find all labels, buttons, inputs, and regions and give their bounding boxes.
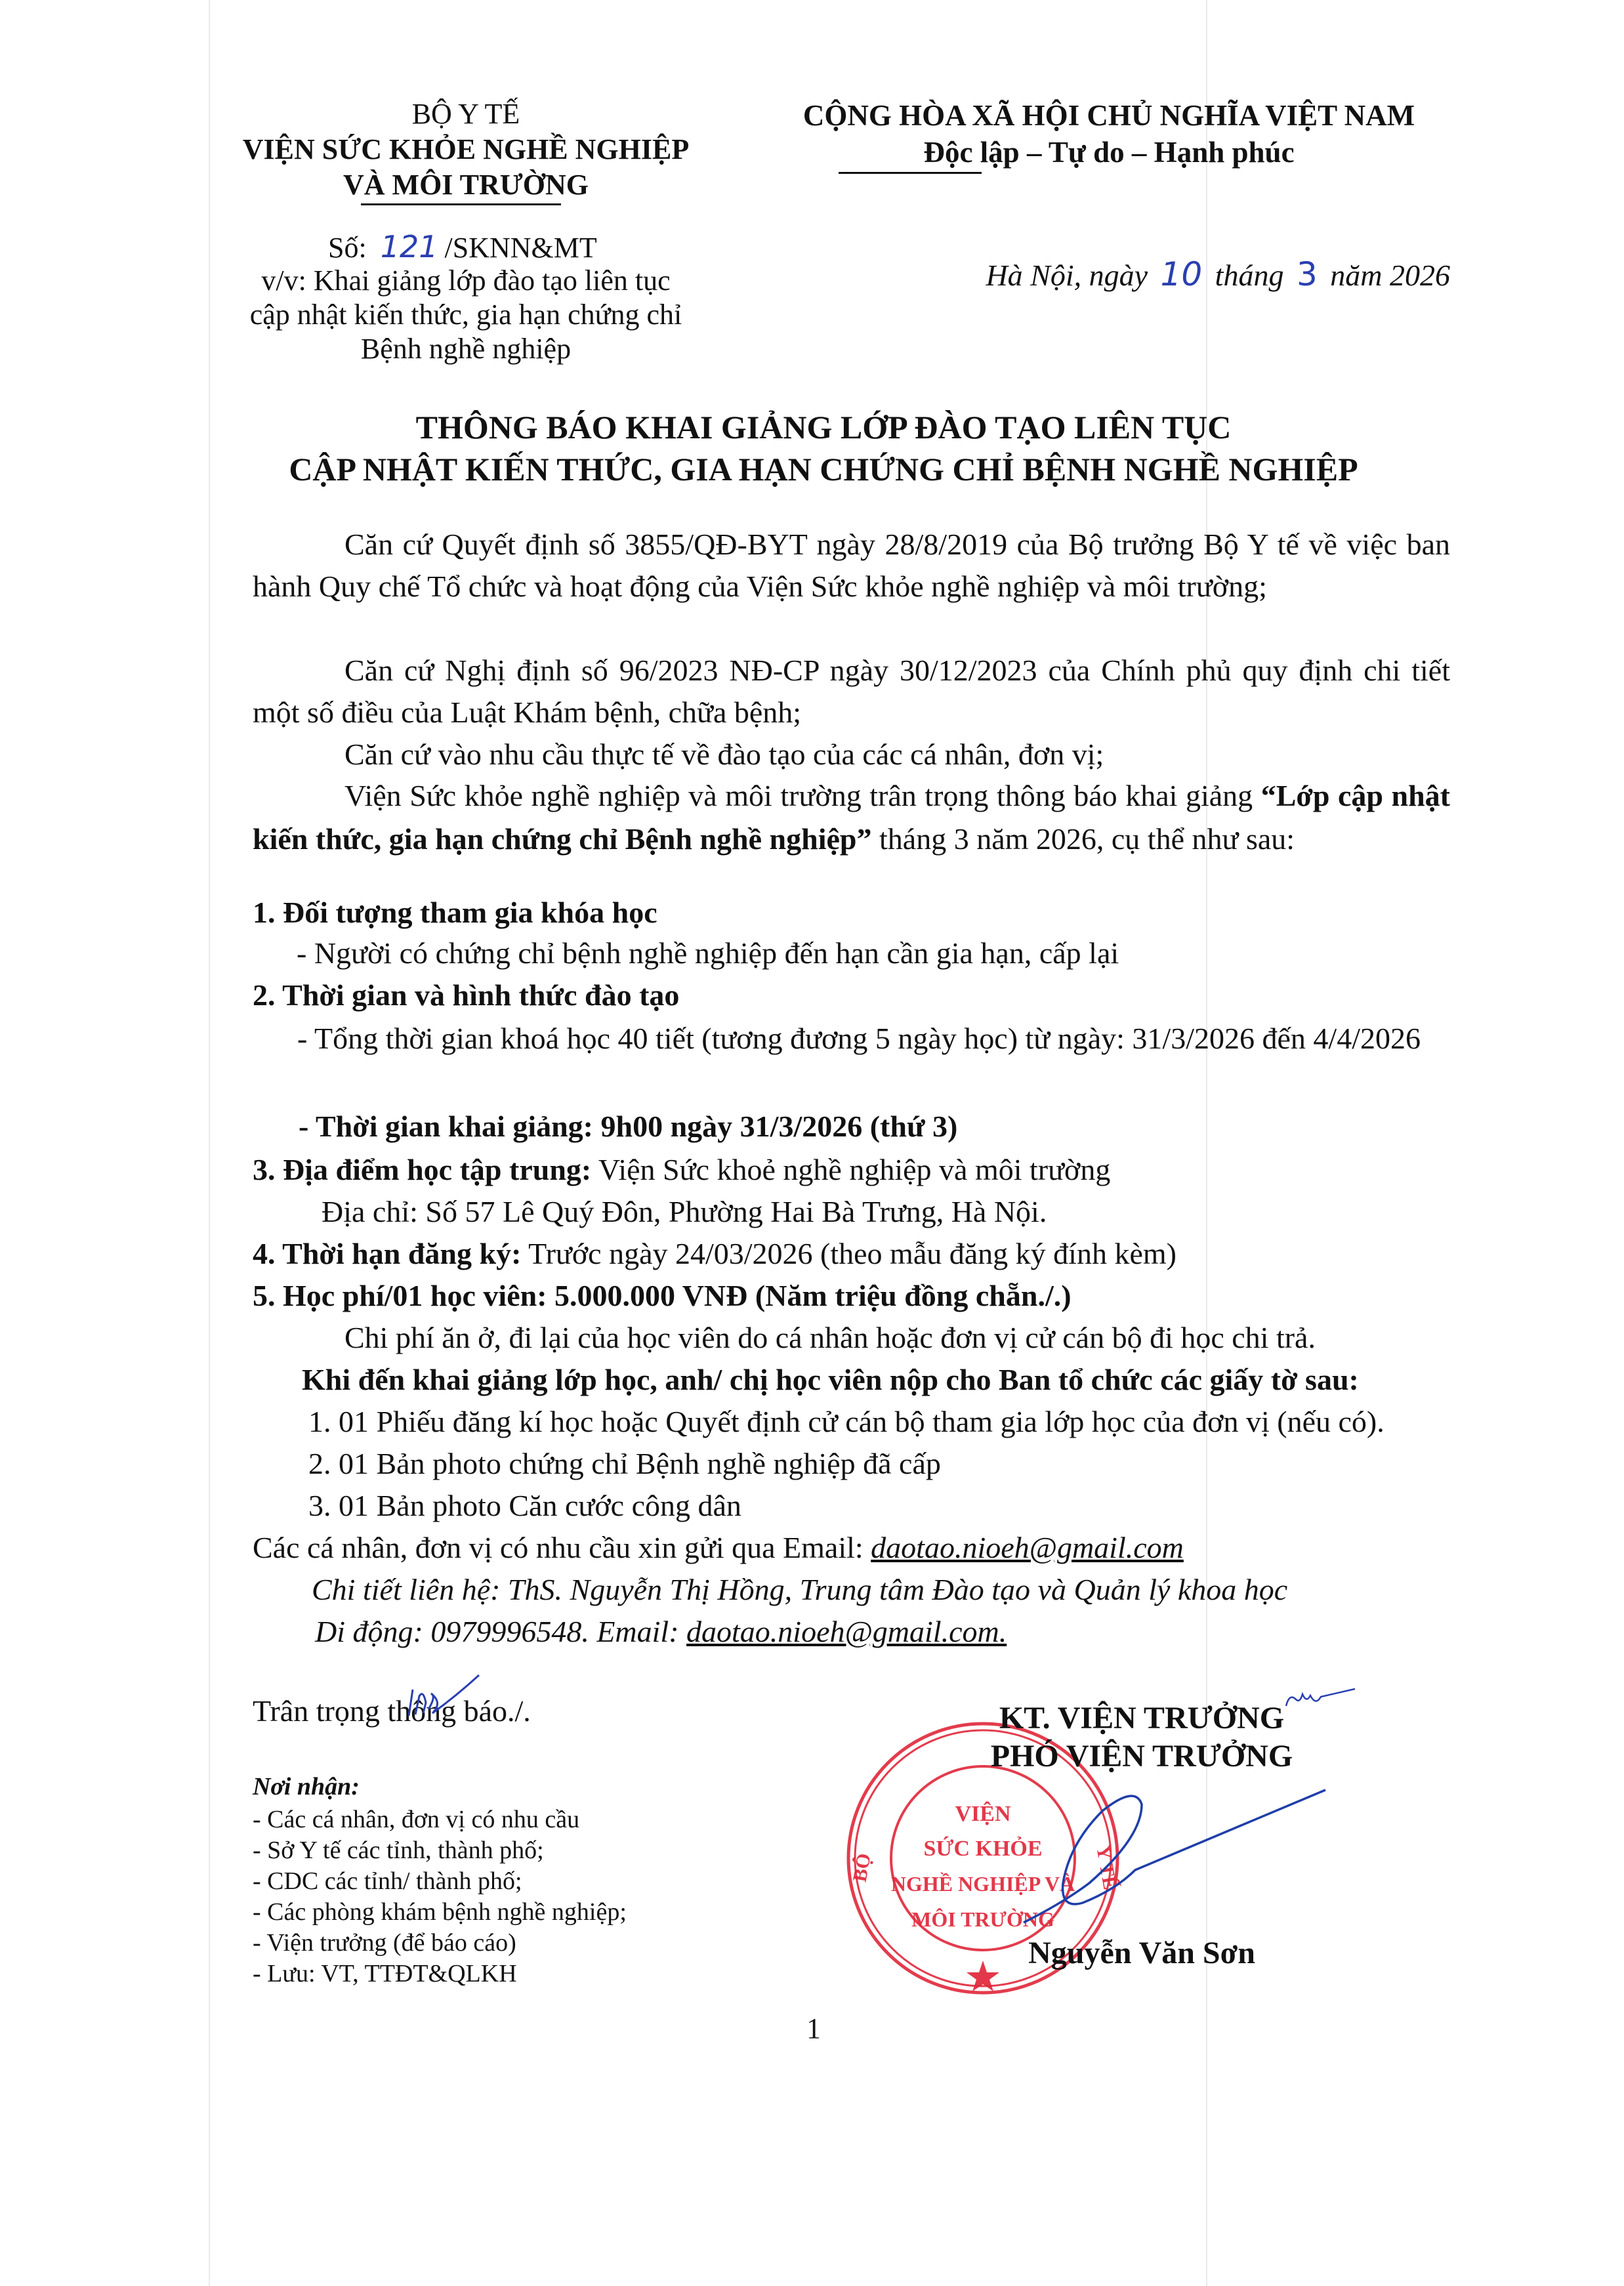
stamp-line-1: VIỆN — [955, 1802, 1011, 1826]
signer-role-line1: KT. VIỆN TRƯỞNG — [999, 1701, 1285, 1735]
mobile-line-prefix: Di động: 0979996548. Email: — [315, 1615, 687, 1648]
header-underline-left — [361, 203, 561, 205]
recipients-list — [253, 1804, 627, 1989]
section-3-value: Viện Sức khoẻ nghề nghiệp và môi trường — [591, 1153, 1111, 1186]
stamp-line-4: MÔI TRƯỜNG — [911, 1907, 1054, 1931]
doc-number-handwritten: 121 — [380, 229, 438, 264]
document-title-line1: THÔNG BÁO KHAI GIẢNG LỚP ĐÀO TẠO LIÊN TỤC — [415, 409, 1232, 446]
subject-line3: Bệnh nghề nghiệp — [360, 333, 572, 365]
section-4-value: Trước ngày 24/03/2026 (theo mẫu đăng ký đính kèm) — [521, 1237, 1176, 1270]
motto-underline — [839, 172, 982, 174]
mobile-line — [315, 1611, 1007, 1652]
date-month-label: tháng — [1215, 259, 1284, 292]
recipient-item: - Viện trưởng (để báo cáo) — [253, 1929, 516, 1957]
preamble-paragraph-3: Căn cứ vào nhu cầu thực tế về đào tạo của các cá nhân, đơn vị; — [344, 738, 1104, 771]
stamp-line-3: NGHỀ NGHIỆP VÀ — [890, 1872, 1075, 1896]
section-4 — [253, 1234, 1176, 1274]
document-item-3: 3. 01 Bản photo Căn cước công dân — [308, 1489, 741, 1522]
preamble-paragraph-1: Căn cứ Quyết định số 3855/QĐ-BYT ngày 28/8/2019 của Bộ trưởng Bộ Y tế về việc ban hành Quy chế Tổ chức và hoạt động của Viện Sức khỏe nghề nghiệp và môi trường; — [253, 528, 1450, 603]
section-2-item-2: - Thời gian khai giảng: 9h00 ngày 31/3/2026 (thứ 3) — [299, 1110, 958, 1143]
date-day-handwritten: 10 — [1160, 255, 1203, 293]
recipient-item: - CDC các tỉnh/ thành phố; — [253, 1867, 522, 1895]
course-name: “Lớp cập nhật kiến thức, gia hạn chứng chỉ Bệnh nghề nghiệp” — [253, 779, 1450, 856]
handwritten-signature-icon — [945, 1785, 1339, 1942]
doc-number — [328, 230, 597, 265]
recipients-label: Nơi nhận: — [253, 1773, 360, 1800]
stamp-outer-right: Y TẾ — [1092, 1844, 1121, 1892]
institute-name-line2: VÀ MÔI TRƯỜNG — [343, 169, 589, 201]
signer-role-line2: PHÓ VIỆN TRƯỞNG — [990, 1739, 1293, 1774]
recipient-item: - Sở Y tế các tỉnh, thành phố; — [253, 1837, 544, 1864]
initials-mark-icon — [1283, 1680, 1362, 1713]
section-1-heading: 1. Đối tượng tham gia khóa học — [253, 896, 657, 929]
section-5-heading: 5. Học phí/01 học viên: 5.000.000 VNĐ (Năm triệu đồng chẵn./.) — [253, 1279, 1072, 1312]
institute-name-line1: VIỆN SỨC KHỎE NGHỀ NGHIỆP — [242, 133, 690, 165]
signer-name: Nguyễn Văn Sơn — [1028, 1936, 1255, 1970]
recipient-item: - Các phòng khám bệnh nghề nghiệp; — [253, 1898, 627, 1926]
email-line-prefix: Các cá nhân, đơn vị có nhu cầu xin gửi qua Email: — [253, 1531, 871, 1564]
email-line — [253, 1527, 1184, 1568]
doc-number-suffix: /SKNN&MT — [444, 232, 597, 264]
recipient-item: - Các cá nhân, đơn vị có nhu cầu — [253, 1806, 580, 1833]
section-2-heading: 2. Thời gian và hình thức đào tạo — [253, 978, 680, 1012]
date-month-handwritten: 3 — [1296, 255, 1318, 293]
national-motto: Độc lập – Tự do – Hạnh phúc — [923, 136, 1295, 169]
section-1-item: - Người có chứng chỉ bệnh nghề nghiệp đến hạn cần gia hạn, cấp lại — [297, 936, 1119, 970]
subject-line2: cập nhật kiến thức, gia hạn chứng chỉ — [249, 299, 682, 331]
document-title-line2: CẬP NHẬT KIẾN THỨC, GIA HẠN CHỨNG CHỈ BỆNH NGHỀ NGHIỆP — [289, 451, 1358, 488]
initials-signature-icon — [404, 1670, 482, 1729]
regards-text: Trân trọng thông báo./. — [253, 1694, 531, 1728]
stamp-outer-left: BỘ — [848, 1852, 875, 1884]
document-item-2: 2. 01 Bản photo chứng chỉ Bệnh nghề nghiệp đã cấp — [308, 1447, 941, 1480]
section-3-address: Địa chỉ: Số 57 Lê Quý Đôn, Phường Hai Bà Trưng, Hà Nội. — [322, 1195, 1047, 1228]
mobile-email-link[interactable]: daotao.nioeh@gmail.com. — [686, 1615, 1007, 1648]
date-prefix: Hà Nội, ngày — [986, 259, 1148, 292]
doc-number-label: Số: — [328, 232, 367, 264]
issue-date — [986, 257, 1450, 293]
subject-line1: v/v: Khai giảng lớp đào tạo liên tục — [261, 264, 671, 297]
section-4-heading: 4. Thời hạn đăng ký: — [253, 1237, 522, 1270]
section-5-note: Chi phí ăn ở, đi lại của học viên do cá nhân hoặc đơn vị cử cán bộ đi học chi trả. — [344, 1321, 1316, 1354]
recipient-item: - Lưu: VT, TTĐT&QLKH — [253, 1960, 517, 1987]
preamble-paragraph-4 — [253, 774, 1450, 861]
section-3 — [253, 1150, 1110, 1190]
preamble-paragraph-2: Căn cứ Nghị định số 96/2023 NĐ-CP ngày 30/12/2023 của Chính phủ quy định chi tiết một số điều của Luật Khám bệnh, chữa bệnh; — [253, 654, 1450, 729]
announcement-text-end: tháng 3 năm 2026, cụ thể như sau: — [871, 822, 1295, 856]
email-link[interactable]: daotao.nioeh@gmail.com — [871, 1531, 1184, 1564]
announcement-text: Viện Sức khỏe nghề nghiệp và môi trường trân trọng thông báo khai giảng — [344, 779, 1261, 812]
date-year: năm 2026 — [1330, 259, 1450, 292]
section-3-heading: 3. Địa điểm học tập trung: — [253, 1153, 592, 1186]
ministry-name: BỘ Y TẾ — [411, 98, 520, 130]
contact-detail-line: Chi tiết liên hệ: ThS. Nguyễn Thị Hồng, Trung tâm Đào tạo và Quản lý khoa học — [312, 1573, 1288, 1606]
document-item-1: 1. 01 Phiếu đăng kí học hoặc Quyết định cử cán bộ tham gia lớp học của đơn vị (nếu có). — [308, 1405, 1385, 1438]
stamp-line-2: SỨC KHỎE — [923, 1837, 1043, 1861]
page-number: 1 — [806, 2012, 821, 2045]
section-2-item-1: - Tổng thời gian khoá học 40 tiết (tương đương 5 ngày học) từ ngày: 31/3/2026 đến 4/4/2026 — [297, 1022, 1421, 1055]
country-name: CỘNG HÒA XÃ HỘI CHỦ NGHĨA VIỆT NAM — [802, 99, 1415, 132]
documents-heading: Khi đến khai giảng lớp học, anh/ chị học viên nộp cho Ban tổ chức các giấy tờ sau: — [302, 1363, 1359, 1396]
